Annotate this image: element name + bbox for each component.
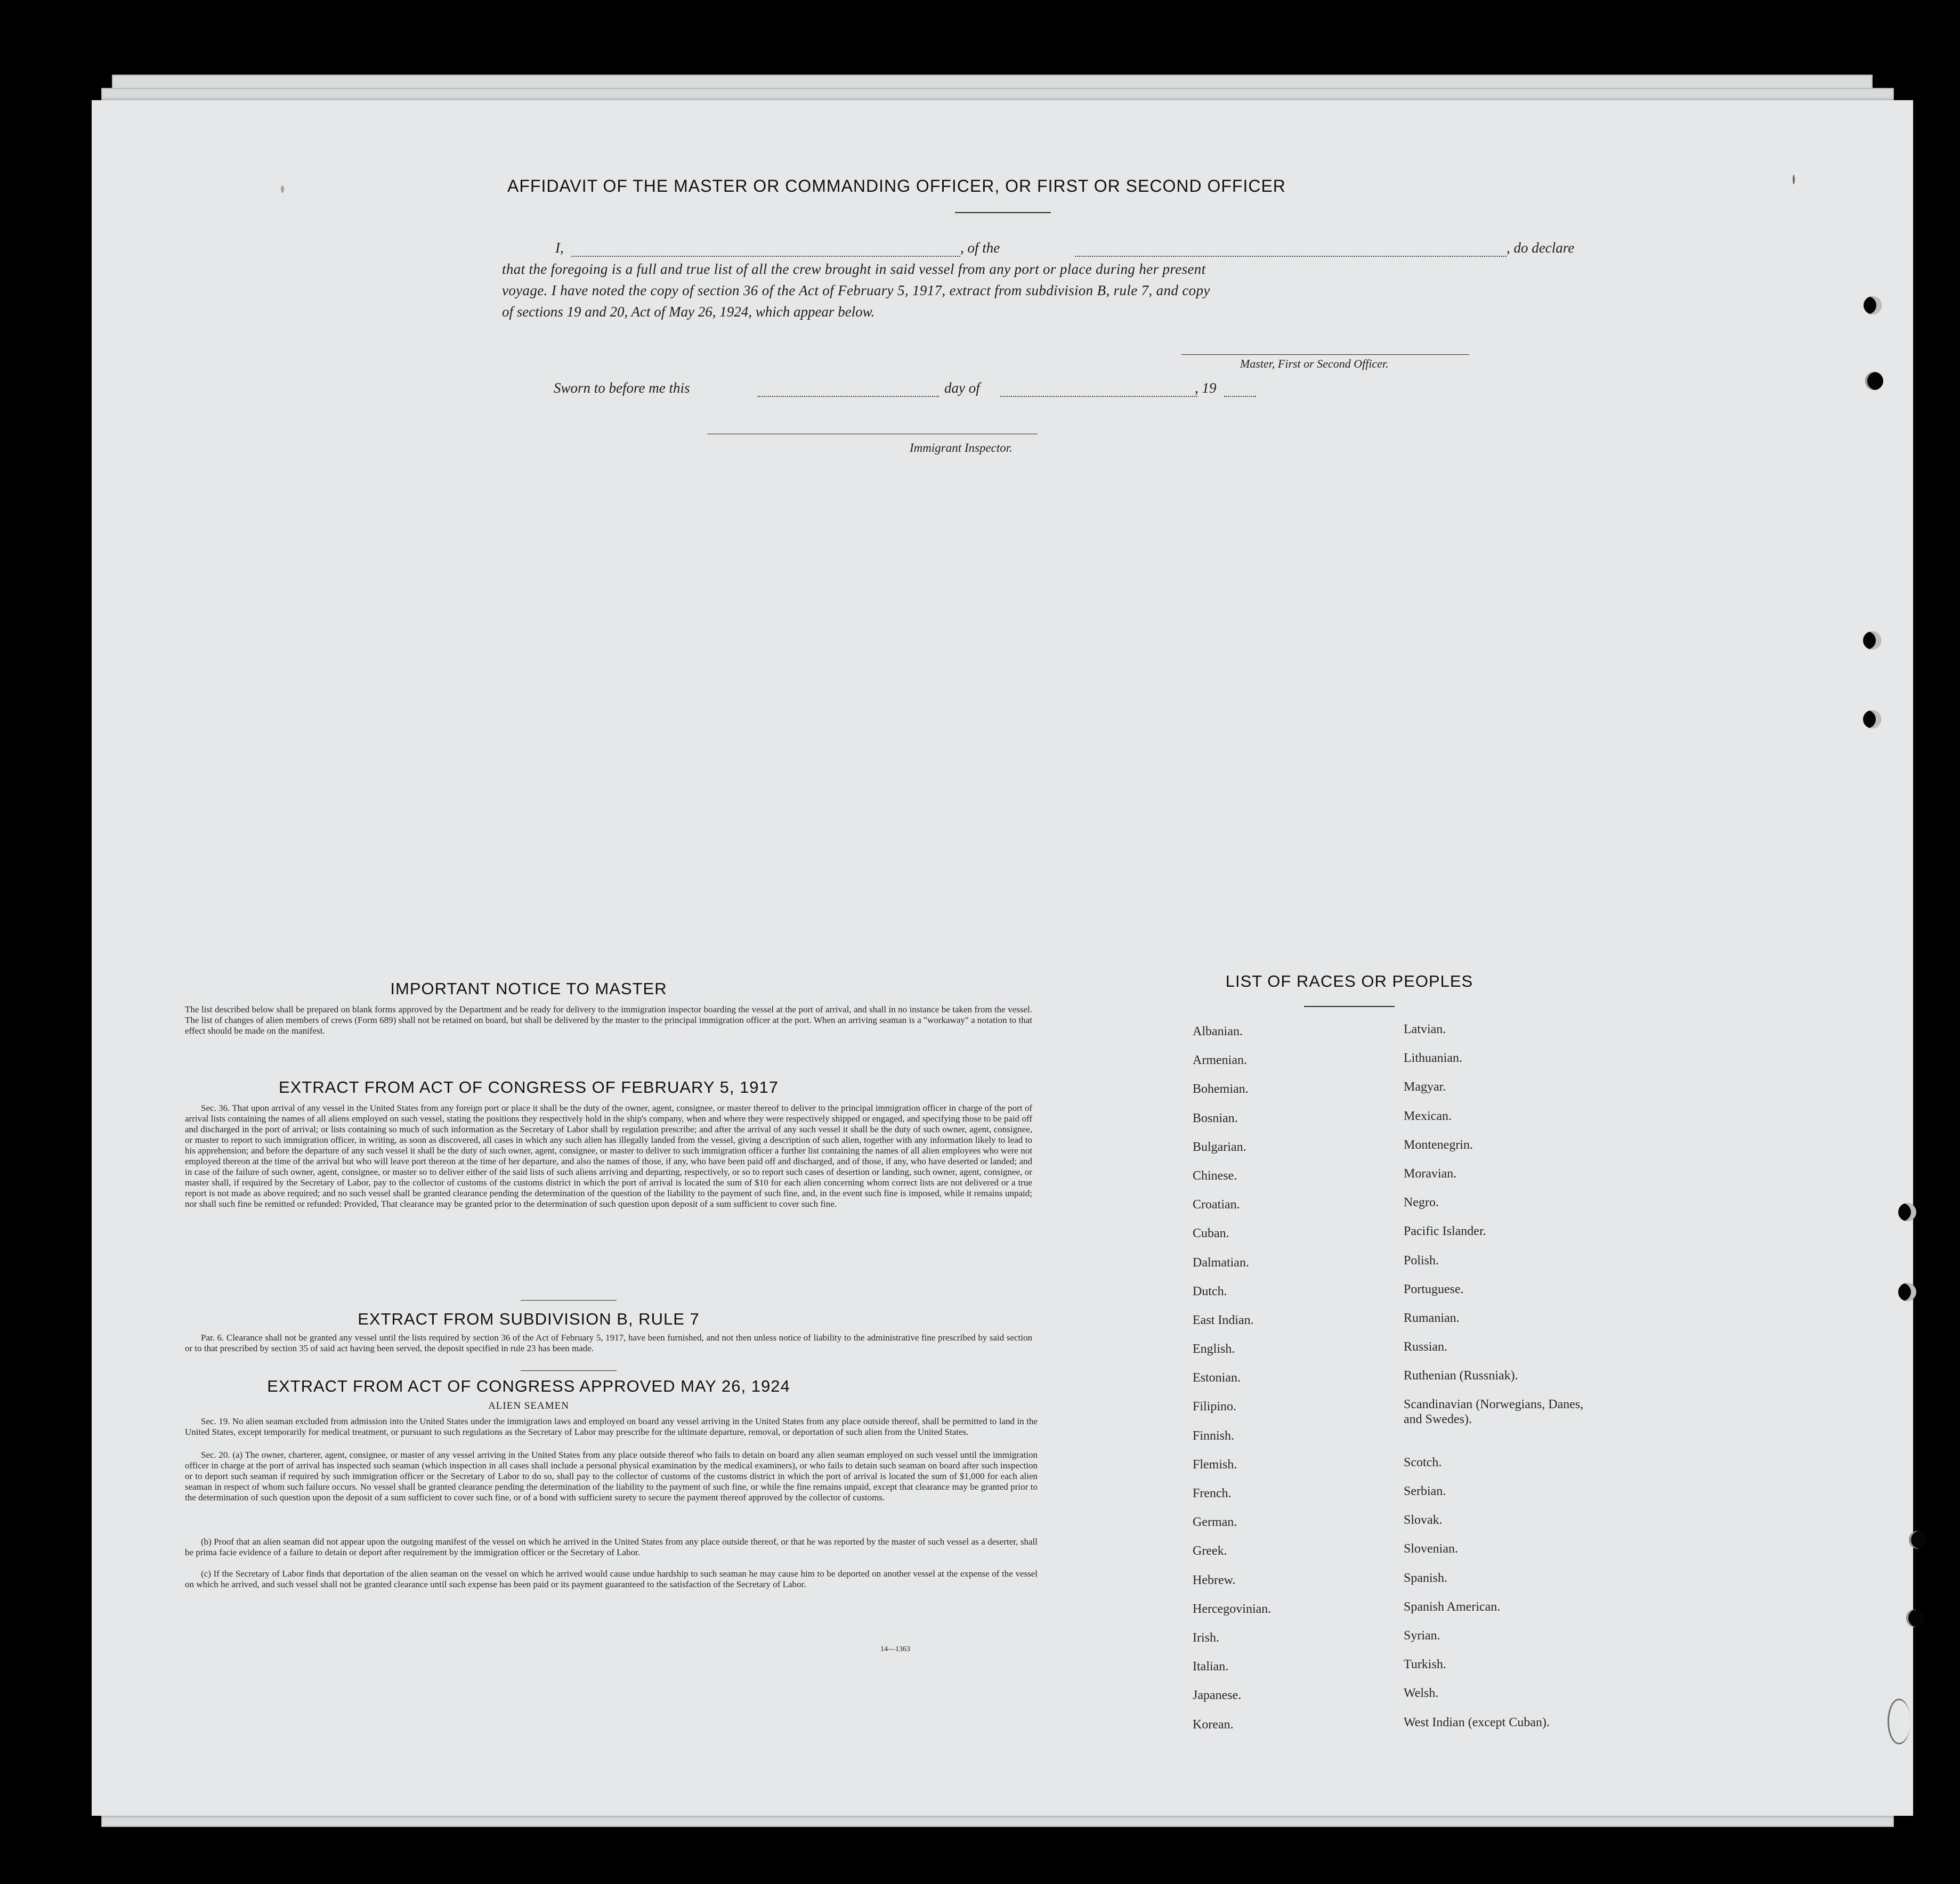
race-item: Russian. (1404, 1340, 1448, 1354)
affidavit-i-label: I, (555, 240, 564, 256)
affidavit-line-4: of sections 19 and 20, Act of May 26, 1924, which appear below. (502, 304, 875, 320)
ink-mark (281, 185, 284, 193)
punch-hole-icon (1865, 372, 1883, 390)
name-blank[interactable] (571, 256, 960, 257)
race-item: Slovak. (1404, 1513, 1443, 1528)
affidavit-line-3: voyage. I have noted the copy of section 36 of the Act of February 5, 1917, extract from subdivision B, rule 7, and copy (502, 282, 1210, 298)
race-item: Spanish American. (1404, 1599, 1501, 1614)
extract-1924-sec20b: (b) Proof that an alien seaman did not appear upon the outgoing manifest of the vessel on which he arrived in the United States from any place outside thereof, or that he was reported by the master of such vessel as a deserter, shall be prima facie evidence of a failure to detain or deport after requirement by the immigration officer or the Secretary of Labor. (185, 1537, 1038, 1557)
race-item: Chinese. (1193, 1168, 1237, 1183)
races-divider (1304, 1006, 1395, 1007)
inspector-label: Immigrant Inspector. (910, 441, 1013, 454)
punch-hole-icon (1909, 1531, 1927, 1549)
race-item: Negro. (1404, 1196, 1439, 1210)
race-item: Magyar. (1404, 1080, 1446, 1094)
race-item: Pacific Islander. (1404, 1224, 1486, 1239)
race-item: Irish. (1193, 1630, 1219, 1645)
sworn-year: , 19 (1195, 380, 1217, 396)
race-item: Scandinavian (Norwegians, Danes, and Swedes). (1404, 1398, 1584, 1427)
race-item: Japanese. (1193, 1688, 1242, 1703)
notice-title: IMPORTANT NOTICE TO MASTER (390, 979, 667, 998)
race-item: Greek. (1193, 1544, 1227, 1558)
race-item: Mexican. (1404, 1109, 1452, 1123)
affidavit-of-the-label: , of the (960, 240, 1000, 256)
race-item: English. (1193, 1342, 1235, 1357)
race-item: Finnish. (1193, 1428, 1235, 1443)
affidavit-line-2: that the foregoing is a full and true list of all the crew brought in said vessel from any port or place during her present (502, 261, 1206, 277)
race-item: Bohemian. (1193, 1082, 1249, 1097)
extract-1917-text: Sec. 36. That upon arrival of any vessel in the United States from any foreign port or place it shall be the duty of the owner, agent, consignee, or master thereof to deliver to the principal immigration officer in charge of the port of arrival lists containing the names of all aliens employed on such vessel, stating the positions they respectively hold in the ship's company, when and where they were respectively shipped or engaged, and specifying those to be paid off and discharged in the port of arrival; or lists containing so much of such information as the Secretary of Labor shall by regulation prescribe; and after the arrival of any such vessel it shall be the duty of such owner, agent, consignee, or master to report to such immigration officer, in writing, as soon as discovered, all cases in which any such alien has illegally landed from the vessel, giving a description of such alien, together with any information likely to lead to his apprehension; and before the departure of any such vessel it shall be the duty of such owner, agent, consignee, or master to deliver to such immigration officer a further list containing the names of all alien employees who were not employed thereon at the time of the arrival but who will leave port thereon at the time of her departure, and also the names of those, if any, who have been paid off and discharged, and of those, if any, who have deserted or landed; and in case of the failure of such owner, agent, consignee, or master so to deliver either of the said lists of such aliens arriving and departing, respectively, or so to report such cases of desertion or landing, such owner, agent, consignee, or master shall, if required by the Secretary of Labor, pay to the collector of customs of the customs district in which the port of arrival is located the sum of $10 for each alien concerning whom correct lists are not delivered or a true report is not made as above required; and no such vessel shall be granted clearance pending the determination of the question of the liability to the payment of such fine, and, in the event such fine is imposed, while it remains unpaid; nor shall such fine be remitted or refunded: Provided, That clearance may be granted prior to the determination of such question upon deposit of a sum sufficient to cover such fine. (185, 1103, 1032, 1209)
extract-1924-title: EXTRACT FROM ACT OF CONGRESS APPROVED MAY 26, 1924 (267, 1377, 790, 1395)
punch-hole-icon (1864, 296, 1882, 314)
race-item: Serbian. (1404, 1484, 1446, 1499)
race-item: Dalmatian. (1193, 1255, 1249, 1270)
vessel-blank[interactable] (1075, 256, 1507, 257)
race-item: Scotch. (1404, 1455, 1442, 1469)
race-item: Cuban. (1193, 1227, 1229, 1241)
race-item: Latvian. (1404, 1022, 1446, 1036)
race-item: Hebrew. (1193, 1573, 1236, 1587)
sworn-day-of: day of (944, 380, 980, 396)
race-item: Flemish. (1193, 1457, 1237, 1472)
affidavit-title: AFFIDAVIT OF THE MASTER OR COMMANDING OFFICER, OR FIRST OR SECOND OFFICER (507, 176, 1286, 196)
punch-hole-icon (1863, 710, 1881, 728)
rule7-title: EXTRACT FROM SUBDIVISION B, RULE 7 (358, 1310, 700, 1328)
race-item: Italian. (1193, 1660, 1229, 1674)
race-item: Montenegrin. (1404, 1138, 1473, 1152)
race-item: Turkish. (1404, 1658, 1446, 1672)
race-item: Spanish. (1404, 1571, 1448, 1585)
race-item: Polish. (1404, 1253, 1439, 1268)
race-item: Portuguese. (1404, 1282, 1464, 1296)
races-column-1 (1193, 1024, 1271, 1746)
extract-divider (521, 1300, 617, 1301)
race-item: Croatian. (1193, 1198, 1240, 1212)
race-item: Filipino. (1193, 1400, 1237, 1414)
races-title: LIST OF RACES OR PEOPLES (1225, 972, 1473, 990)
sworn-month-blank[interactable] (1000, 396, 1197, 397)
race-item: German. (1193, 1515, 1237, 1530)
race-item: French. (1193, 1487, 1232, 1500)
race-item: Bulgarian. (1193, 1140, 1246, 1154)
alien-seamen-subtitle: ALIEN SEAMEN (488, 1400, 569, 1411)
race-item: Welsh. (1404, 1686, 1439, 1701)
title-divider (955, 212, 1051, 213)
extract-1924-sec19: Sec. 19. No alien seaman excluded from admission into the United States under the immigration laws and employed on board any vessel arriving in the United States from any place outside thereof, shall be permitted to land in the United States, except temporarily for medical treatment, or pursuant to such regulations as the Secretary of Labor may prescribe for the ultimate departure, removal, or deportation of such alien from the United States. (185, 1416, 1038, 1437)
race-item: Armenian. (1193, 1053, 1247, 1068)
ink-mark (1888, 1699, 1910, 1744)
sworn-day-blank[interactable] (758, 396, 939, 397)
race-item: Syrian. (1404, 1628, 1440, 1643)
extract-1924-sec20c: (c) If the Secretary of Labor finds that deportation of the alien seaman on the vessel on which he arrived would cause undue hardship to such seaman he may cause him to be deported on another vessel at the expense of the vessel on which he arrived, and such vessel shall not be granted clearance until such expense has been paid or its payment guaranteed to the satisfaction of the Secretary of Labor. (185, 1569, 1038, 1589)
race-item: Hercegovinian. (1193, 1602, 1271, 1616)
punch-hole-icon (1898, 1283, 1916, 1301)
sworn-prefix: Sworn to before me this (554, 380, 690, 396)
affidavit-declare-label: , do declare (1507, 240, 1575, 256)
race-item: East Indian. (1193, 1313, 1254, 1327)
race-item: Lithuanian. (1404, 1051, 1462, 1066)
punch-hole-icon (1898, 1203, 1916, 1221)
form-number: 14—1363 (880, 1645, 910, 1653)
race-item: Korean. (1193, 1717, 1234, 1732)
extract-1924-sec20a: Sec. 20. (a) The owner, charterer, agent, consignee, or master of any vessel arriving in the United States from any place outside thereof who fails to detain on board any alien seaman employed on such vessel until the immigration officer in charge at the port of arrival has inspected such seaman (which inspection in all cases shall include a personal physical examination by the medical examiners), or who fails to detain such seaman on board after such inspection or to deport such seaman if required by such immigration officer or the Secretary of Labor to do so, shall pay to the collector of customs of the customs district in which the port of arrival is located the sum of $1,000 for each alien seaman in respect of whom such failure occurs. No vessel shall be granted clearance pending the determination of the liability to the payment of such fine, or while the fine remains unpaid, except that clearance may be granted prior to the determination of such question upon the deposit of a sum sufficient to cover such fine, or of a bond with sufficient surety to secure the payment thereof approved by the collector of customs. (185, 1450, 1038, 1503)
race-item: Estonian. (1193, 1371, 1241, 1385)
notice-text: The list described below shall be prepared on blank forms approved by the Department and be ready for delivery to the immigration inspector boarding the vessel at the port of arrival, and shall in no instance be taken from the vessel. The list of changes of alien members of crews (Form 689) shall not be retained on board, but shall be delivered by the master to the principal immigration officer at the port. When an arriving seaman is a "workaway" a notation to that effect should be made on the manifest. (185, 1004, 1032, 1036)
race-item: Rumanian. (1404, 1311, 1460, 1325)
punch-hole-icon (1863, 631, 1881, 649)
rule7-divider (521, 1370, 617, 1371)
master-signature-line[interactable] (1181, 354, 1469, 355)
extract-1917-title: EXTRACT FROM ACT OF CONGRESS OF FEBRUARY 5, 1917 (278, 1078, 779, 1097)
punch-hole-icon (1906, 1609, 1924, 1627)
master-signature-label: Master, First or Second Officer. (1240, 357, 1389, 370)
race-item: Bosnian. (1193, 1111, 1238, 1125)
form-page (92, 100, 1913, 1816)
sworn-year-blank[interactable] (1224, 396, 1256, 397)
race-item: Dutch. (1193, 1284, 1227, 1298)
race-item: Albanian. (1193, 1025, 1243, 1038)
race-item: Slovenian. (1404, 1542, 1458, 1556)
rule7-text: Par. 6. Clearance shall not be granted any vessel until the lists required by section 36 of the Act of February 5, 1917, have been furnished, and not then unless notice of liability to the administrative fine prescribed by said section or to that prescribed by section 35 of said act having been served, the deposit specified in rule 23 has been made. (185, 1333, 1032, 1353)
races-column-2 (1404, 1022, 1595, 1744)
race-item: Moravian. (1404, 1166, 1457, 1181)
race-item: West Indian (except Cuban). (1404, 1715, 1550, 1729)
ink-mark (1793, 175, 1795, 184)
race-item: Ruthenian (Russniak). (1404, 1369, 1518, 1383)
